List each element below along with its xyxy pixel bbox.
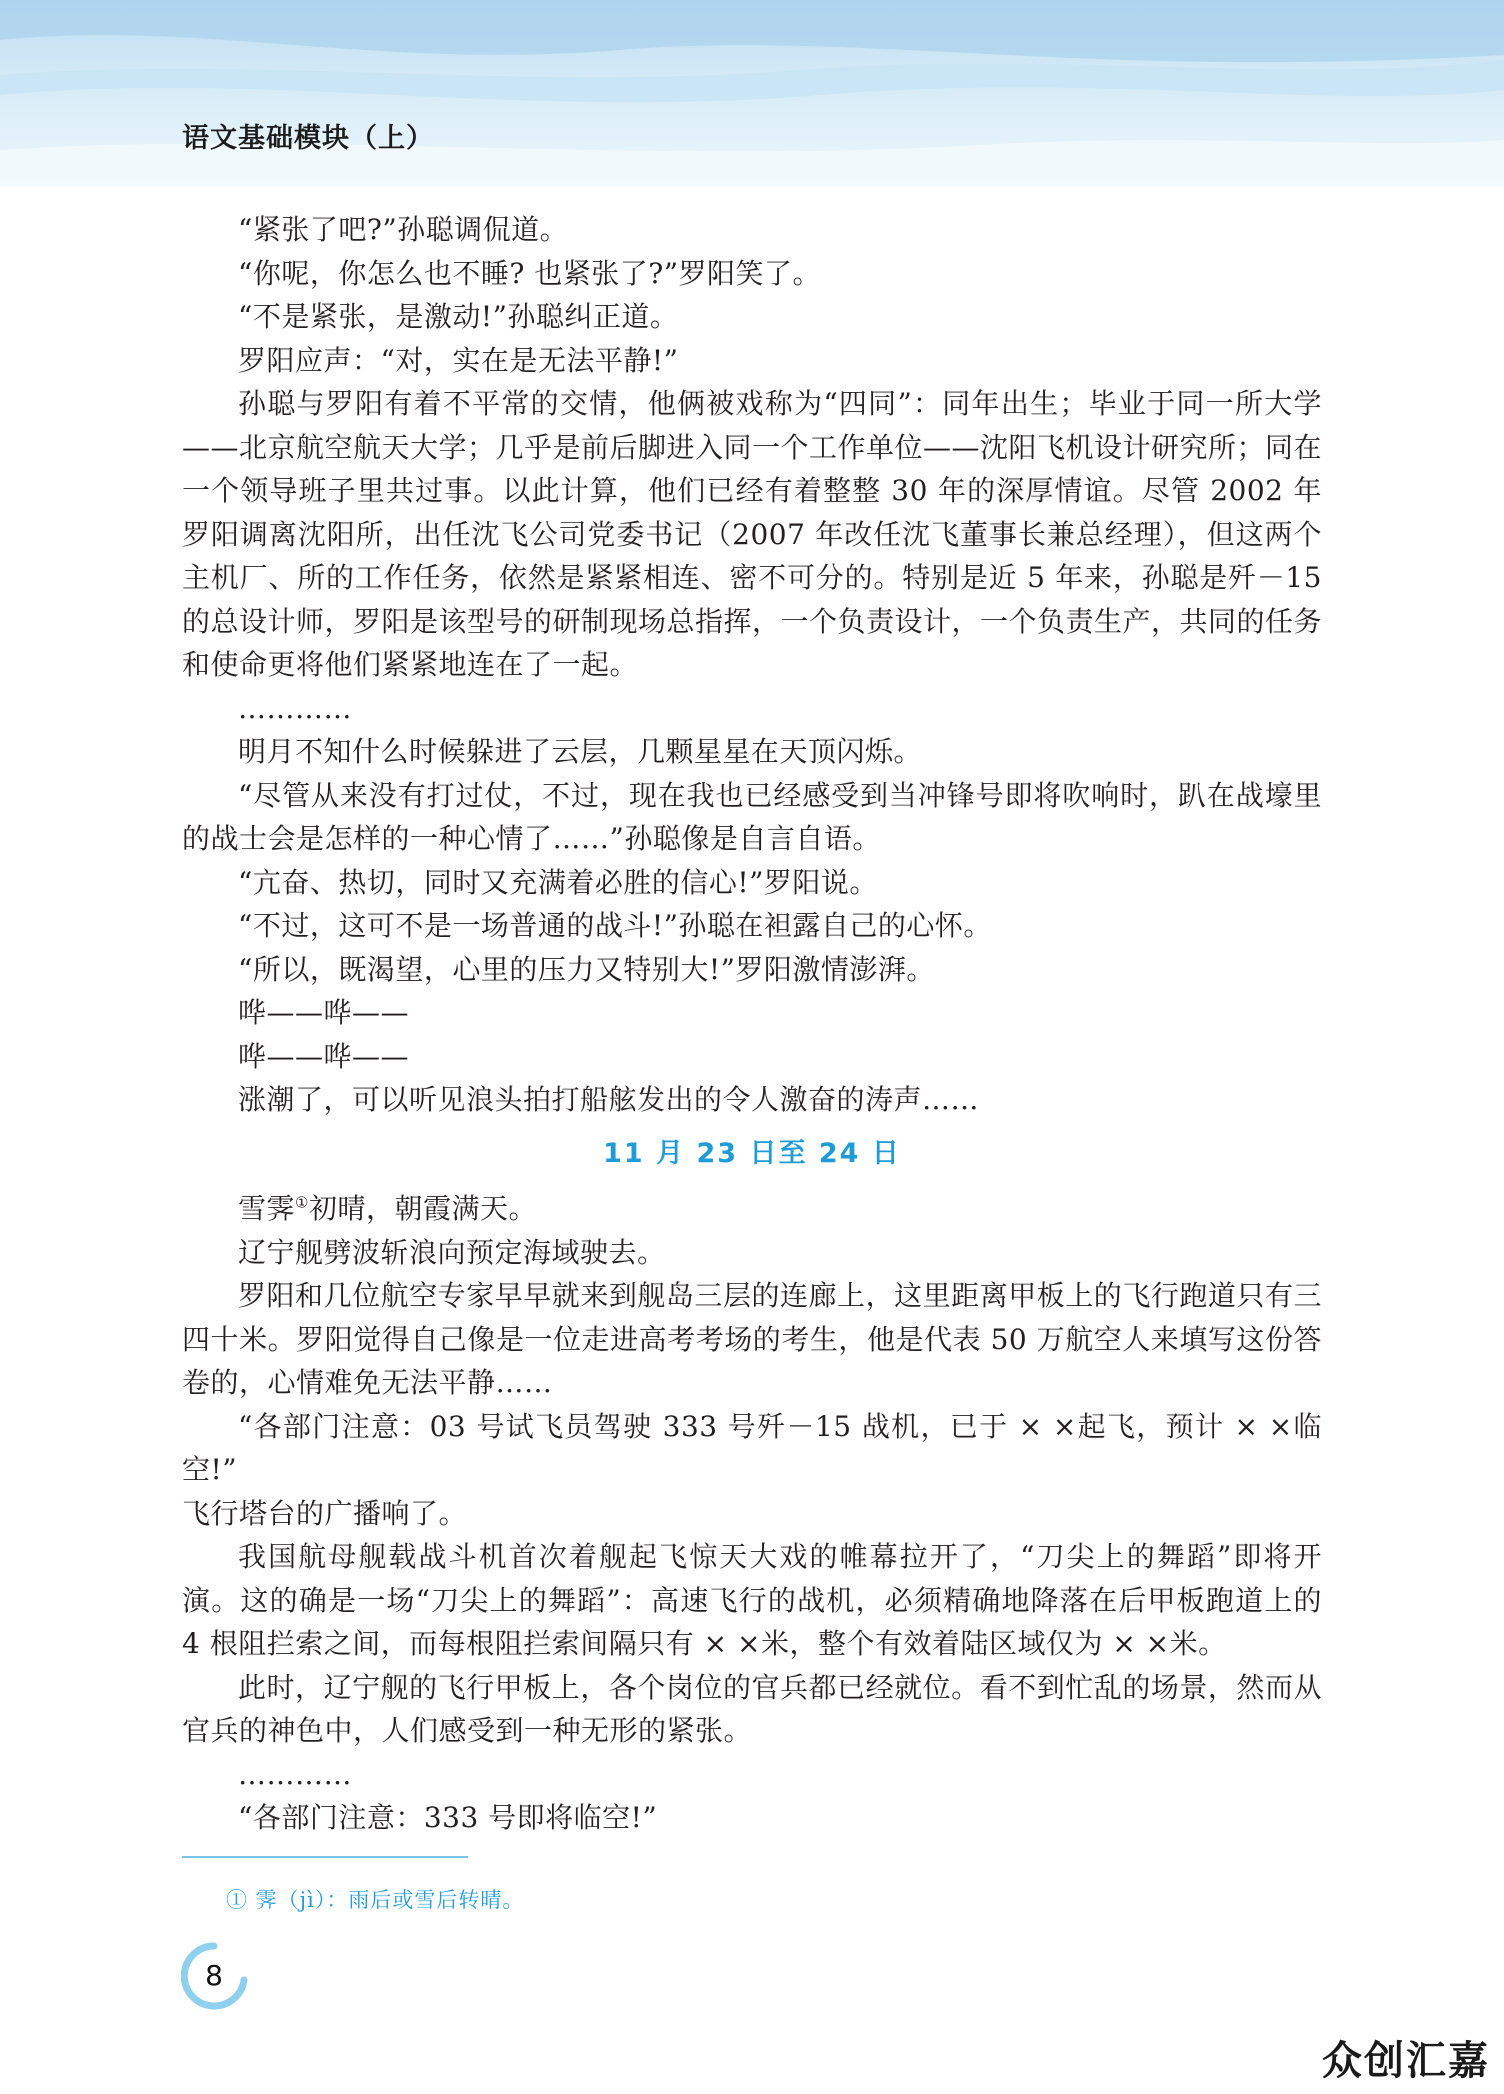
paragraph-text: 初晴，朝霞满天。 [308, 1192, 537, 1225]
paragraph: “所以，既渴望，心里的压力又特别大!”罗阳激情澎湃。 [238, 952, 935, 986]
section-heading: 11 月 23 日至 24 日 [603, 1137, 901, 1169]
page-number-badge [178, 1940, 250, 2012]
paragraph: 罗阳应声：“对，实在是无法平静!” [238, 343, 679, 377]
paragraph: “紧张了吧?”孙聪调侃道。 [238, 213, 569, 246]
paragraph: 辽宁舰劈波斩浪向预定海域驶去。 [238, 1235, 666, 1269]
footnoted-word: 雪霁 [238, 1192, 296, 1225]
paragraph: 哗——哗—— [238, 1039, 410, 1073]
footnote: ① 霁（jì）：雨后或雪后转晴。 [226, 1888, 525, 1912]
paragraph: 哗——哗—— [238, 996, 410, 1029]
ellipsis-separator: ………… [238, 691, 352, 725]
paragraph: 明月不知什么时候躲进了云层，几颗星星在天顶闪烁。 [238, 735, 923, 768]
paragraph: 孙聪与罗阳有着不平常的交情，他俩被戏称为“四同”：同年出生；毕业于同一所大学——北京航空航天大学；几乎是前后脚进入同一个工作单位——沈阳飞机设计研究所；同在一个领导班子里共过事。以此计算，他们已经有着整整 30 年的深厚情谊。尽管 2002 年罗阳调离沈阳所，出任沈飞公司党委书记（2007 年改任沈飞董事长兼总经理），但这两个主机厂、所的工作任务，依然是紧紧相连、密不可分的。特别是近 5 年来，孙聪是歼－15 的总设计师，罗阳是该型号的研制现场总指挥，一个负责设计，一个负责生产，共同的任务和使命更将他们紧紧地连在了一起。 [182, 387, 1323, 681]
paragraph: “不过，这可不是一场普通的战斗!”孙聪在袒露自己的心怀。 [238, 909, 992, 942]
paragraph: 我国航母舰载战斗机首次着舰起飞惊天大戏的帷幕拉开了，“刀尖上的舞蹈”即将开演。这的确是一场“刀尖上的舞蹈”：高速飞行的战机，必须精确地降落在后甲板跑道上的 4 根阻拦索之间，而每根阻拦索间隔只有 × ×米，整个有效着陆区域仅为 × ×米。 [182, 1540, 1322, 1660]
paragraph: “各部门注意：03 号试飞员驾驶 333 号歼－15 战机，已于 × ×起飞，预计 × ×临空!” [182, 1409, 1322, 1486]
paragraph: “各部门注意：333 号即将临空!” [238, 1801, 658, 1834]
paragraph: “亢奋、热切，同时又充满着必胜的信心!”罗阳说。 [238, 865, 878, 899]
footnote-marker[interactable]: ① [295, 1193, 309, 1212]
ellipsis-separator: ………… [238, 1757, 352, 1791]
paragraph: 飞行塔台的广播响了。 [182, 1496, 468, 1530]
book-title: 语文基础模块（上） [182, 123, 434, 154]
footnote-divider [182, 1856, 468, 1858]
sky-wave-decoration [0, 0, 1504, 186]
article-body [182, 208, 1322, 1840]
paragraph: 涨潮了，可以听见浪头拍打船舷发出的令人激奋的涛声…… [238, 1083, 980, 1116]
paragraph: “尽管从来没有打过仗，不过，现在我也已经感受到当冲锋号即将吹响时，趴在战壕里的战士会是怎样的一种心情了……”孙聪像是自言自语。 [182, 778, 1322, 855]
watermark-logo: 众创汇嘉 [1322, 2038, 1490, 2084]
paragraph [182, 1187, 1322, 1231]
paragraph: 罗阳和几位航空专家早早就来到舰岛三层的连廊上，这里距离甲板上的飞行跑道只有三四十米。罗阳觉得自己像是一位走进高考考场的考生，他是代表 50 万航空人来填写这份答卷的，心情难免无法平静…… [182, 1279, 1322, 1399]
page-number: 8 [205, 1959, 223, 1992]
paragraph: 此时，辽宁舰的飞行甲板上，各个岗位的官兵都已经就位。看不到忙乱的场景，然而从官兵的神色中，人们感受到一种无形的紧张。 [182, 1670, 1322, 1747]
paragraph: “不是紧张，是激动!”孙聪纠正道。 [238, 300, 679, 333]
paragraph: “你呢，你怎么也不睡? 也紧张了?”罗阳笑了。 [238, 256, 822, 290]
header-banner [0, 0, 1504, 186]
